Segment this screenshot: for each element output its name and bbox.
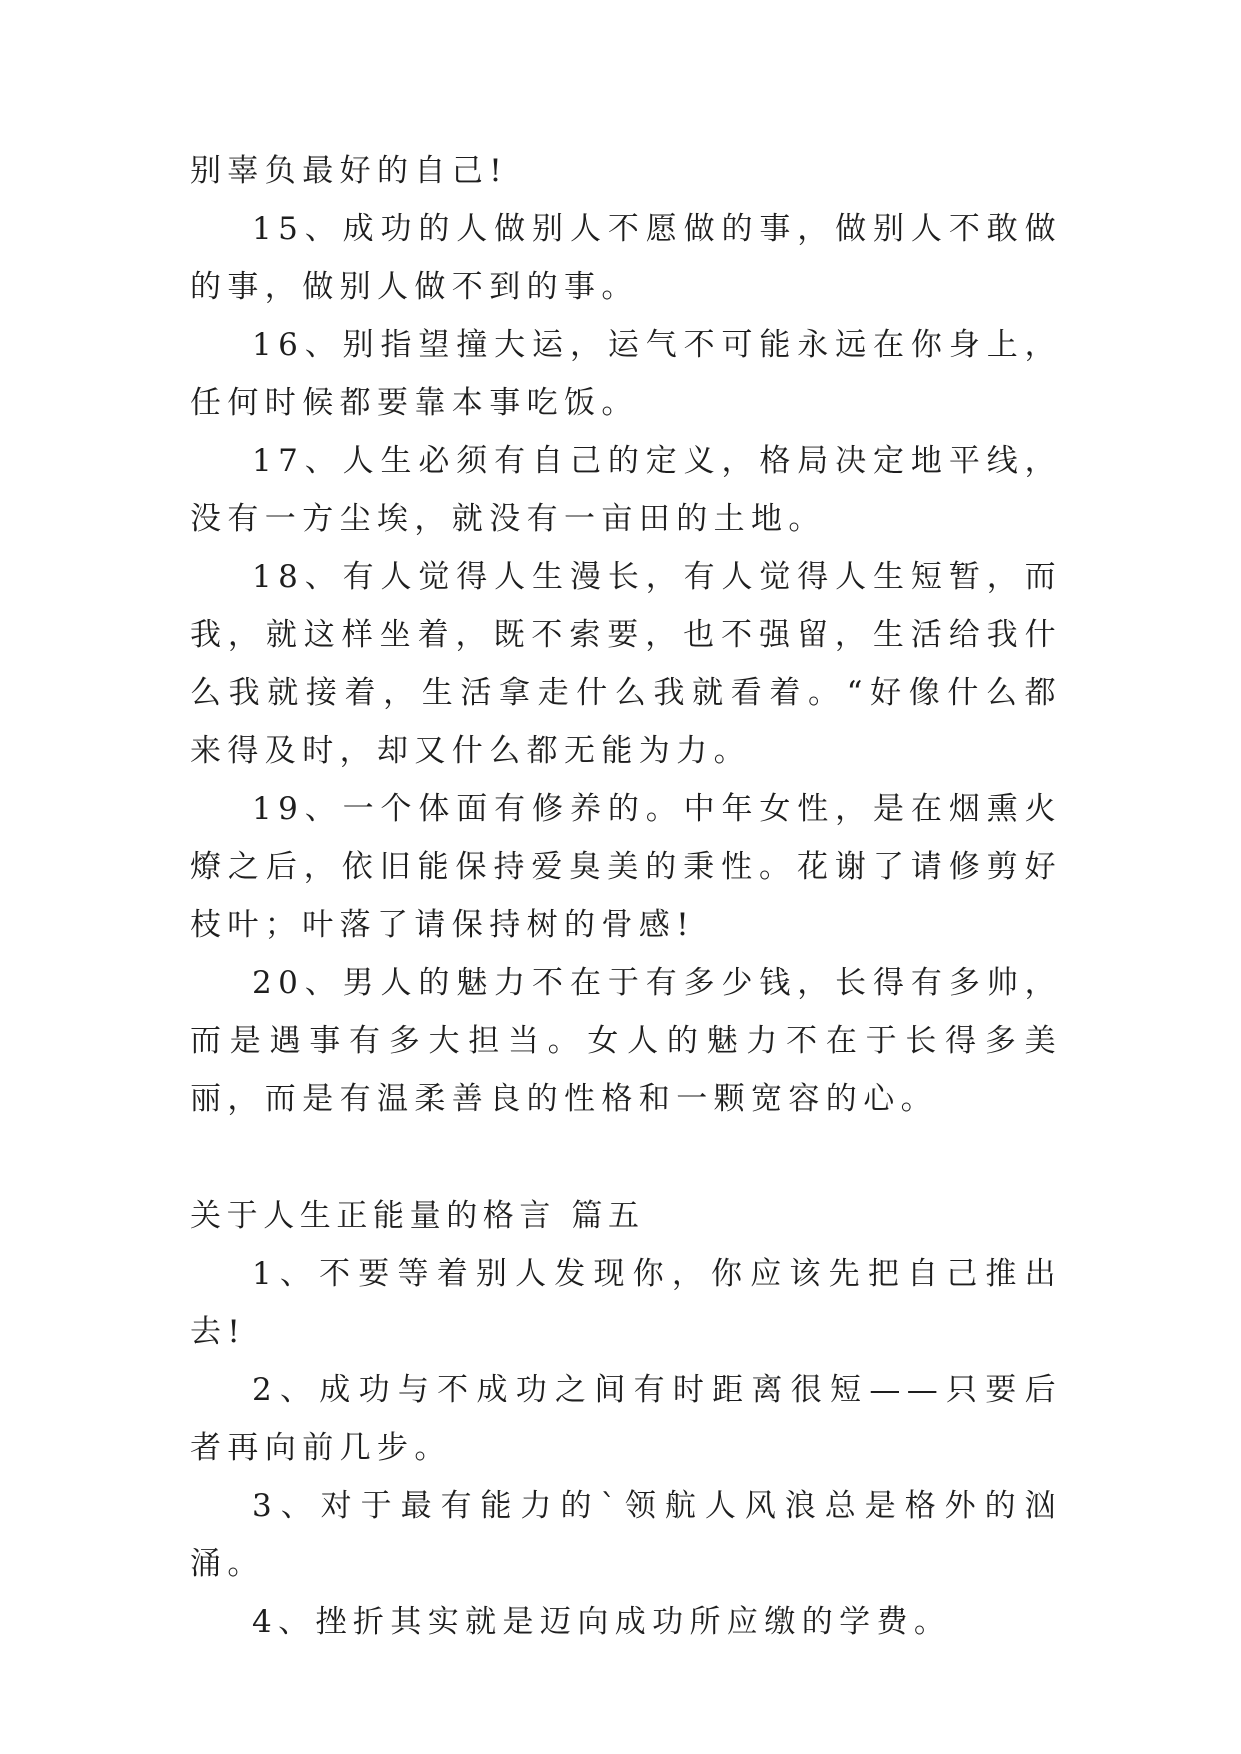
text-block-after [190, 1245, 1062, 1651]
paragraph: 20、男人的魅力不在于有多少钱，长得有多帅，而是遇事有多大担当。女人的魅力不在于长得多美丽，而是有温柔善良的性格和一颗宽容的心。 [190, 965, 1062, 1117]
paragraph: 1、不要等着别人发现你，你应该先把自己推出去! [190, 1256, 1062, 1350]
paragraph: 别辜负最好的自己! [190, 153, 509, 189]
section-heading: 关于人生正能量的格言 篇五 [190, 1198, 645, 1234]
paragraph: 15、成功的人做别人不愿做的事，做别人不敢做的事，做别人做不到的事。 [190, 211, 1062, 305]
paragraph: 3、对于最有能力的`领航人风浪总是格外的汹涌。 [190, 1488, 1062, 1582]
paragraph: 4、挫折其实就是迈向成功所应缴的学费。 [252, 1604, 952, 1640]
paragraph: 18、有人觉得人生漫长，有人觉得人生短暂，而我，就这样坐着，既不索要，也不强留，生活给我什么我就接着，生活拿走什么我就看着。“好像什么都来得及时，却又什么都无能为力。 [190, 559, 1062, 769]
paragraph: 16、别指望撞大运，运气不可能永远在你身上，任何时候都要靠本事吃饭。 [190, 327, 1062, 421]
paragraph: 17、人生必须有自己的定义，格局决定地平线，没有一方尘埃，就没有一亩田的土地。 [190, 443, 1062, 537]
document-page [190, 142, 1062, 1651]
text-block-before [190, 142, 1062, 1128]
paragraph: 2、成功与不成功之间有时距离很短——只要后者再向前几步。 [190, 1372, 1062, 1466]
paragraph: 19、一个体面有修养的。中年女性，是在烟熏火燎之后，依旧能保持爱臭美的秉性。花谢了请修剪好枝叶；叶落了请保持树的骨感! [190, 791, 1062, 943]
